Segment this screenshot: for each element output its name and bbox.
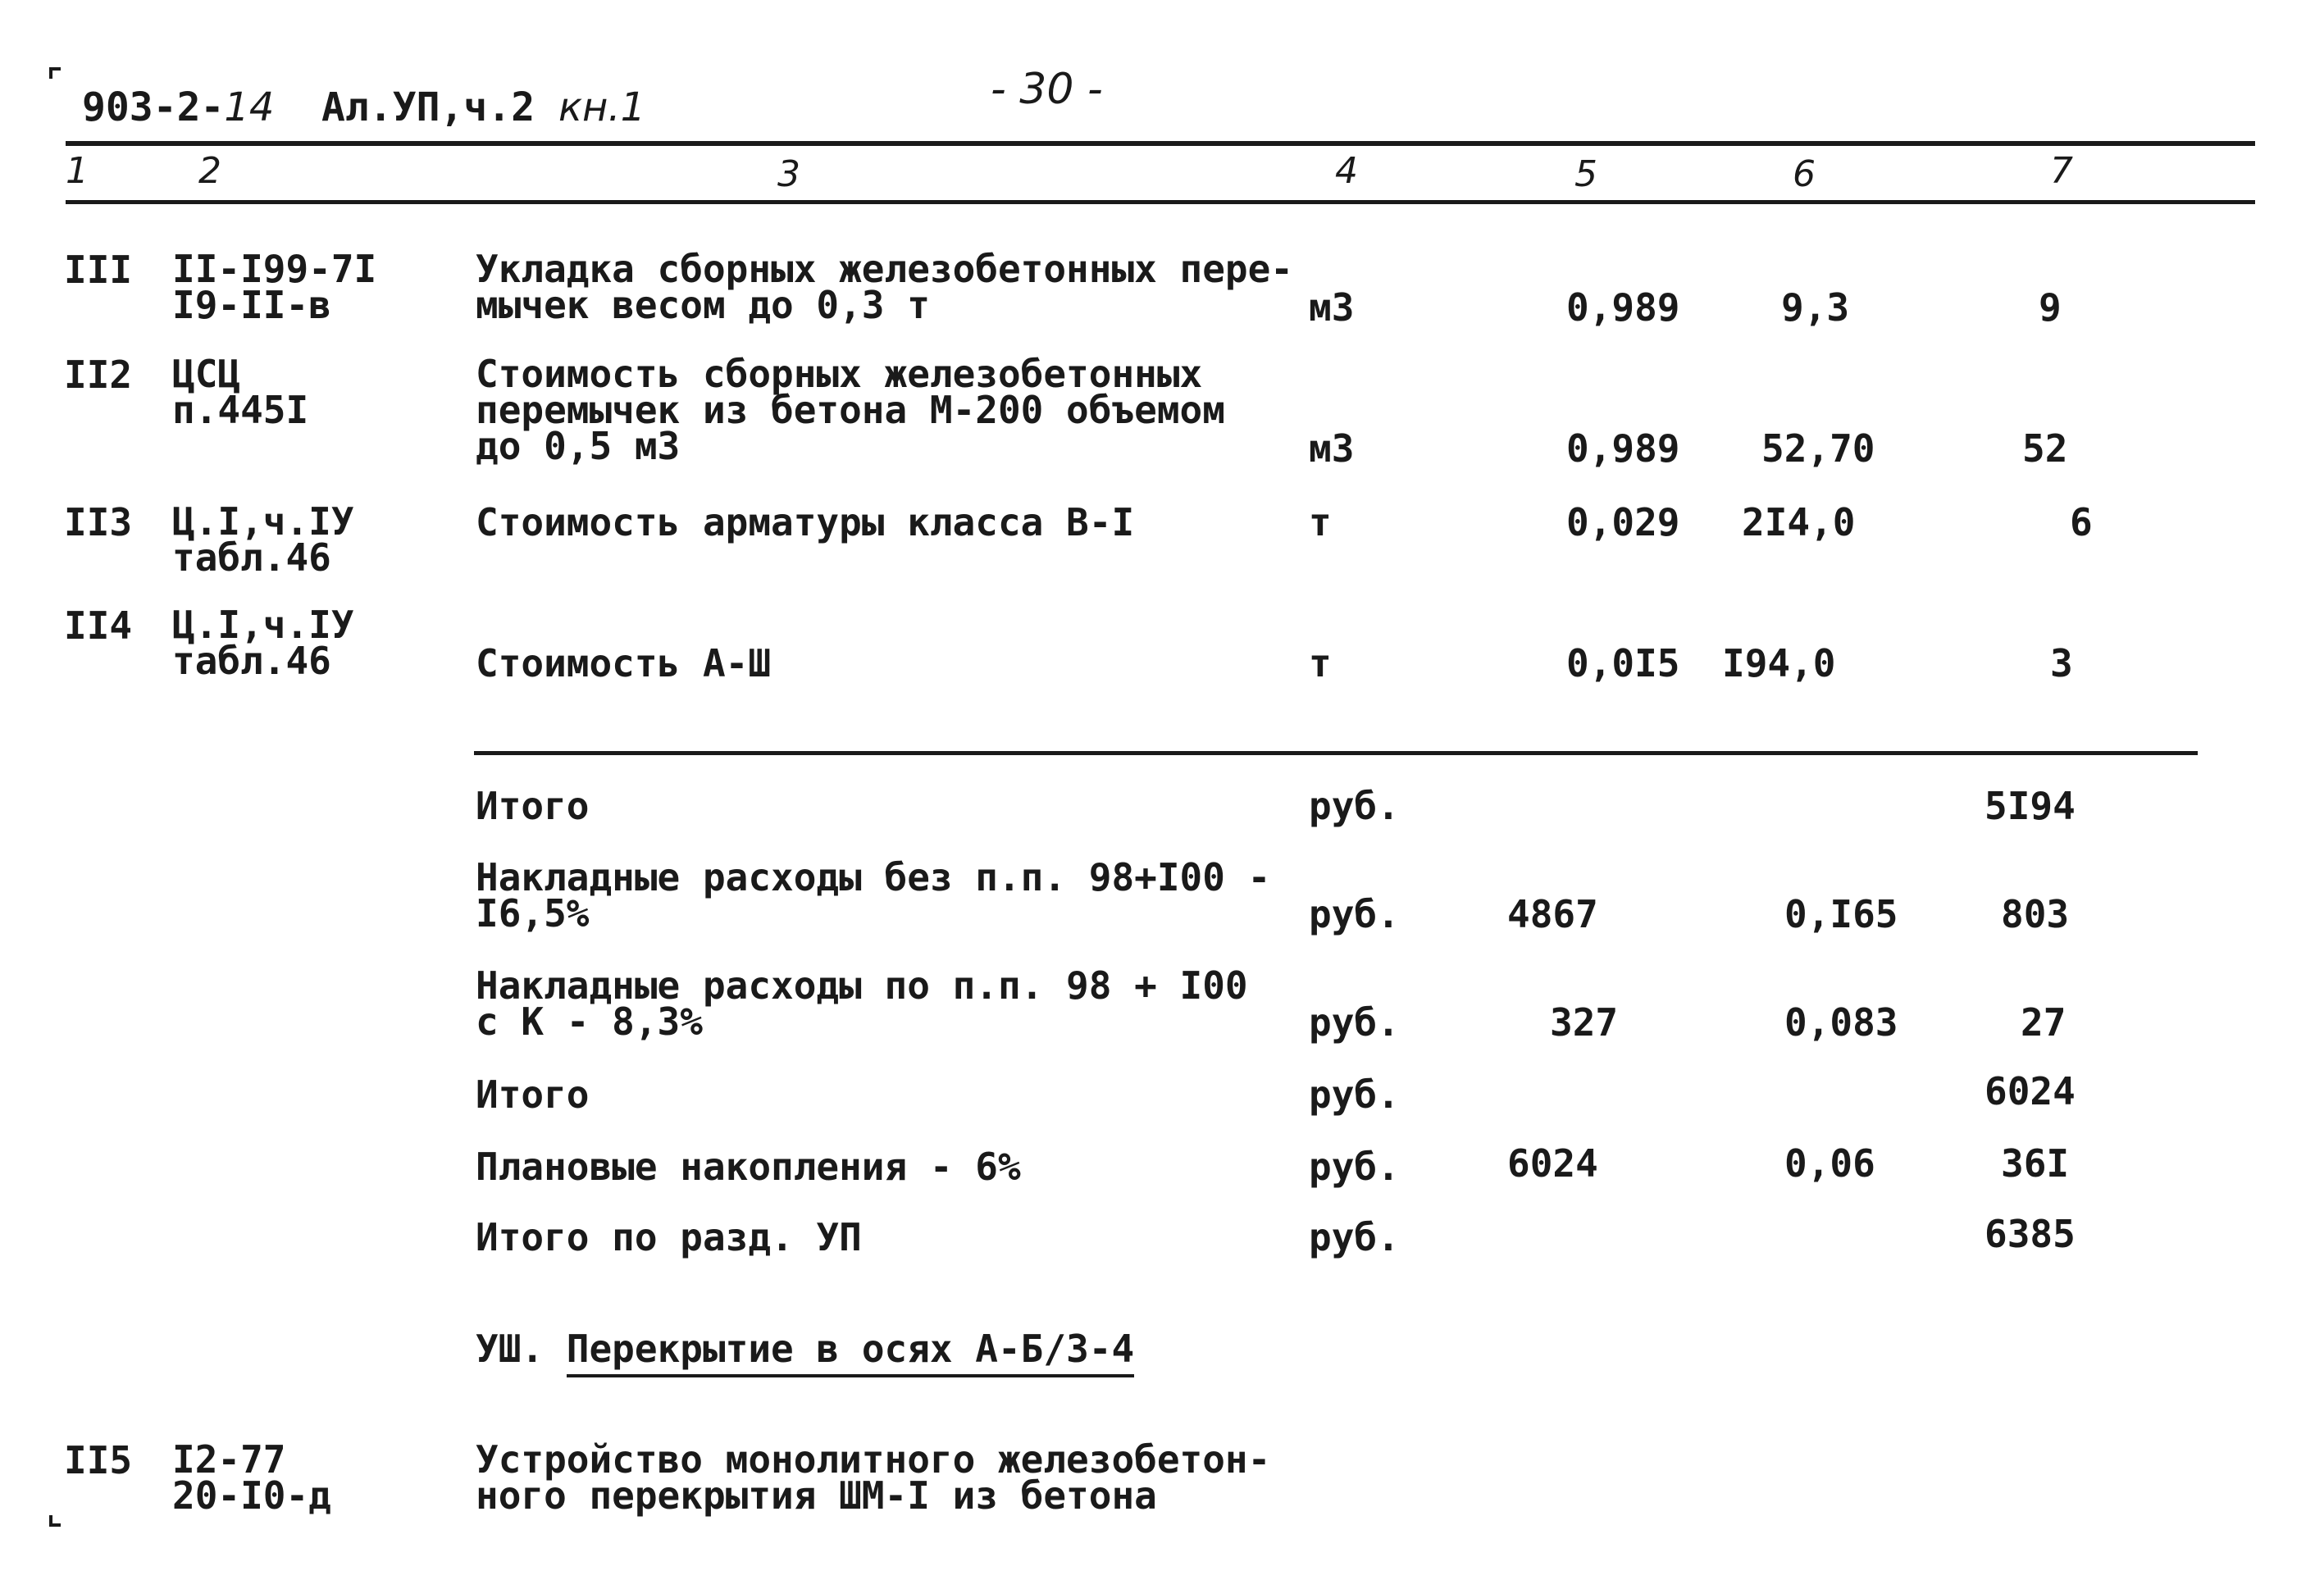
- row-111-number: III: [64, 248, 133, 292]
- row-111-unit: м3: [1309, 285, 1355, 330]
- doc-code-print: 903-2-: [82, 84, 225, 130]
- row-111-desc-line1: Укладка сборных железобетонных пере-: [476, 247, 1293, 291]
- row-114-number: II4: [64, 603, 133, 648]
- corner-mark-top-left-v: [49, 67, 52, 79]
- row-115-code-line2: 20-I0-д: [172, 1473, 331, 1518]
- summary-5-description: Плановые накопления - 6%: [476, 1145, 1021, 1189]
- header-rule-top: [66, 141, 2255, 146]
- row-111-quantity: 0,989: [1566, 285, 1680, 330]
- row-115-desc-line2: ного перекрытия ШМ-I из бетона: [476, 1473, 1157, 1518]
- row-112-total: 52: [2022, 426, 2068, 471]
- summary-3-base: 327: [1550, 1000, 1619, 1045]
- col-header-2: 2: [198, 150, 221, 192]
- album-ref: [321, 84, 646, 130]
- summary-2-rate: 0,I65: [1784, 892, 1898, 936]
- summary-3-rate: 0,083: [1784, 1000, 1898, 1045]
- row-111-total: 9: [2039, 285, 2062, 330]
- summary-3-desc-line2: с К - 8,3%: [476, 999, 703, 1044]
- summary-1-unit: руб.: [1309, 784, 1400, 828]
- summary-4-description: Итого: [476, 1072, 590, 1117]
- album-ref-print: Ал.УП,ч.2: [321, 84, 535, 130]
- row-113-total: 6: [2070, 500, 2093, 544]
- col-header-3: 3: [777, 153, 800, 195]
- row-112-desc-line1: Стоимость сборных железобетонных: [476, 352, 1203, 396]
- row-114-code-line2: табл.46: [172, 639, 331, 683]
- row-113-price: 2I4,0: [1742, 500, 1856, 544]
- row-114-code: [172, 603, 354, 683]
- summary-3-desc-line1: Накладные расходы по п.п. 98 + I00: [476, 963, 1248, 1008]
- row-111-description: [476, 247, 1293, 327]
- row-112-code: [172, 352, 309, 432]
- row-113-code: [172, 499, 354, 580]
- row-114-price: I94,0: [1722, 641, 1836, 685]
- row-115-number: II5: [64, 1438, 133, 1482]
- row-112-code-line1: ЦСЦ: [172, 352, 241, 396]
- col-header-1: 1: [66, 150, 89, 192]
- summary-5-rate: 0,06: [1784, 1141, 1875, 1186]
- row-113-code-line2: табл.46: [172, 535, 331, 580]
- summary-2-base: 4867: [1507, 892, 1598, 936]
- summary-1-description: Итого: [476, 784, 590, 828]
- summary-4-unit: руб.: [1309, 1072, 1400, 1117]
- summary-2-desc-line2: I6,5%: [476, 891, 590, 936]
- summary-6-unit: руб.: [1309, 1215, 1400, 1259]
- row-112-desc-line2: перемычек из бетона М-200 объемом: [476, 388, 1225, 432]
- row-114-quantity: 0,0I5: [1566, 641, 1680, 685]
- row-112-code-line2: п.445I: [172, 388, 309, 432]
- row-113-quantity: 0,029: [1566, 500, 1680, 544]
- summary-3-unit: руб.: [1309, 1000, 1400, 1045]
- summary-6-total: 6385: [1985, 1212, 2076, 1256]
- row-112-price: 52,70: [1761, 426, 1875, 471]
- col-header-6: 6: [1793, 153, 1816, 195]
- summary-3-description: [476, 963, 1248, 1044]
- row-114-code-line1: Ц.I,ч.IУ: [172, 603, 354, 647]
- doc-code-hand: 14: [224, 84, 275, 130]
- album-ref-hand: кн.1: [558, 84, 646, 130]
- row-114-unit: т: [1309, 641, 1332, 685]
- row-111-code-line2: I9-II-в: [172, 283, 331, 327]
- col-header-7: 7: [2050, 150, 2073, 192]
- summary-2-unit: руб.: [1309, 892, 1400, 936]
- row-113-code-line1: Ц.I,ч.IУ: [172, 499, 354, 544]
- summary-2-total: 803: [2001, 892, 2070, 936]
- header-rule-bottom: [66, 200, 2255, 204]
- summary-5-unit: руб.: [1309, 1145, 1400, 1189]
- summary-2-description: [476, 855, 1271, 936]
- row-112-quantity: 0,989: [1566, 426, 1680, 471]
- row-111-desc-line2: мычек весом до 0,3 т: [476, 283, 930, 327]
- row-112-number: II2: [64, 353, 133, 397]
- row-113-unit: т: [1309, 500, 1332, 544]
- row-113-number: II3: [64, 500, 133, 544]
- summary-3-total: 27: [2021, 1000, 2067, 1045]
- row-112-description: [476, 352, 1225, 468]
- row-115-description: [476, 1437, 1271, 1518]
- row-111-code-line1: II-I99-7I: [172, 247, 377, 291]
- row-114-description: Стоимость А-Ш: [476, 641, 772, 685]
- page-number: - 30 -: [991, 65, 1103, 114]
- summary-4-total: 6024: [1985, 1069, 2076, 1113]
- section-heading: [476, 1327, 1135, 1371]
- summary-6-description: Итого по разд. УП: [476, 1215, 862, 1259]
- row-113-description: Стоимость арматуры класса В-I: [476, 500, 1135, 544]
- row-115-code-line1: I2-77: [172, 1437, 286, 1482]
- row-111-code: [172, 247, 377, 327]
- summary-1-total: 5I94: [1985, 784, 2076, 828]
- summary-5-base: 6024: [1507, 1141, 1598, 1186]
- section-title: Перекрытие в осях А-Б/3-4: [567, 1327, 1134, 1377]
- row-114-total: 3: [2050, 641, 2073, 685]
- row-115-desc-line1: Устройство монолитного железобетон-: [476, 1437, 1271, 1482]
- row-112-desc-line3: до 0,5 м3: [476, 424, 681, 468]
- summary-2-desc-line1: Накладные расходы без п.п. 98+I00 -: [476, 855, 1271, 899]
- col-header-5: 5: [1574, 153, 1597, 195]
- doc-code: [82, 84, 275, 130]
- row-112-unit: м3: [1309, 426, 1355, 471]
- row-111-price: 9,3: [1781, 285, 1850, 330]
- summary-5-total: 36I: [2001, 1141, 2070, 1186]
- corner-mark-bottom-left-v: [49, 1515, 52, 1527]
- section-number: УШ.: [476, 1327, 545, 1371]
- col-header-4: 4: [1335, 150, 1358, 192]
- summary-rule: [474, 751, 2198, 755]
- row-115-code: [172, 1437, 331, 1518]
